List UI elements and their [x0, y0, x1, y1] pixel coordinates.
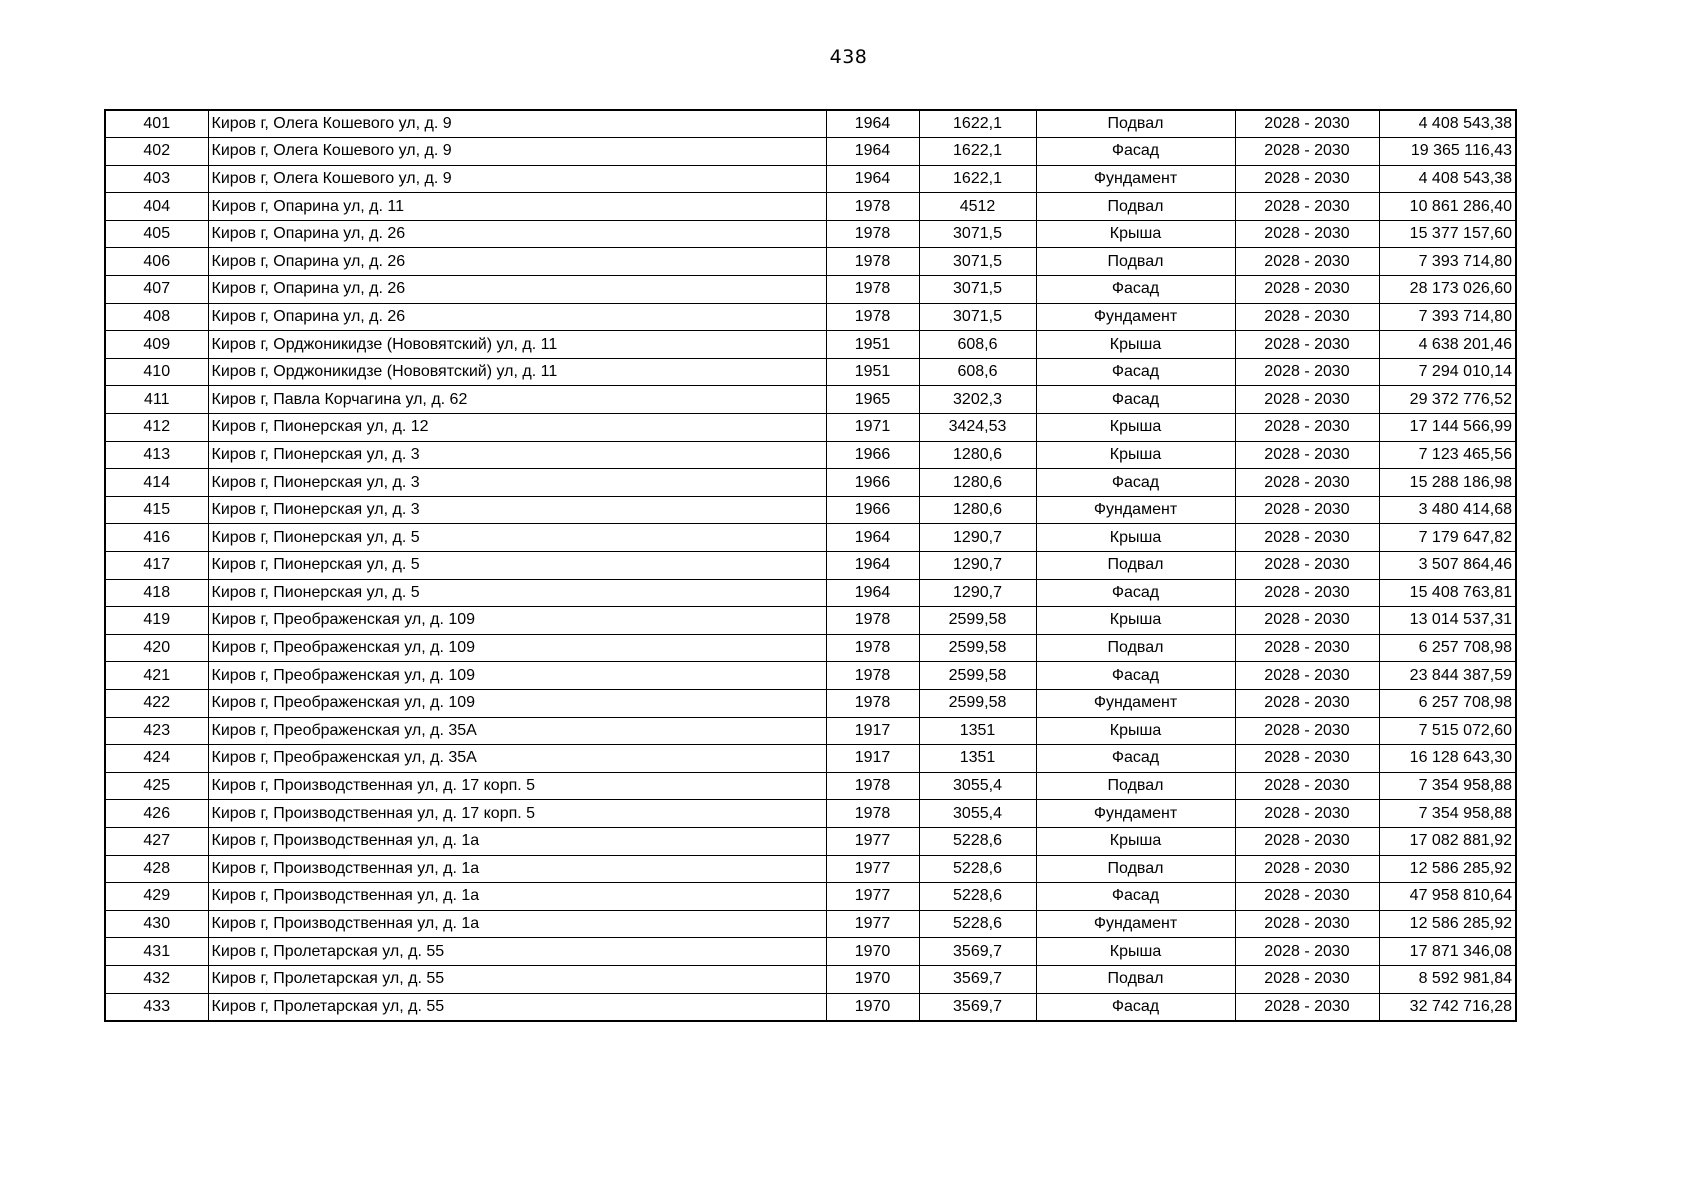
cost-cell: 4 638 201,46: [1379, 331, 1516, 359]
period-cell: 2028 - 2030: [1235, 414, 1379, 442]
area-cell: 5228,6: [919, 910, 1036, 938]
work-type-cell: Подвал: [1036, 634, 1235, 662]
work-type-cell: Фундамент: [1036, 303, 1235, 331]
row-number-cell: 433: [105, 993, 208, 1021]
year-built-cell: 1917: [826, 717, 919, 745]
year-built-cell: 1970: [826, 938, 919, 966]
table-row: [105, 607, 1516, 635]
row-number-cell: 422: [105, 689, 208, 717]
cost-cell: 15 408 763,81: [1379, 579, 1516, 607]
period-cell: 2028 - 2030: [1235, 689, 1379, 717]
table-row: [105, 358, 1516, 386]
work-type-cell: Фасад: [1036, 276, 1235, 304]
area-cell: 1280,6: [919, 441, 1036, 469]
row-number-cell: 427: [105, 827, 208, 855]
period-cell: 2028 - 2030: [1235, 607, 1379, 635]
cost-cell: 8 592 981,84: [1379, 965, 1516, 993]
work-type-cell: Фундамент: [1036, 496, 1235, 524]
table-row: [105, 717, 1516, 745]
address-cell: Киров г, Производственная ул, д. 17 корп. 5: [208, 772, 826, 800]
area-cell: 3569,7: [919, 993, 1036, 1021]
cost-cell: 28 173 026,60: [1379, 276, 1516, 304]
work-type-cell: Фундамент: [1036, 689, 1235, 717]
table-row: [105, 414, 1516, 442]
cost-cell: 4 408 543,38: [1379, 165, 1516, 193]
work-type-cell: Крыша: [1036, 717, 1235, 745]
cost-cell: 7 393 714,80: [1379, 303, 1516, 331]
row-number-cell: 429: [105, 883, 208, 911]
address-cell: Киров г, Пионерская ул, д. 3: [208, 496, 826, 524]
row-number-cell: 416: [105, 524, 208, 552]
year-built-cell: 1951: [826, 358, 919, 386]
row-number-cell: 406: [105, 248, 208, 276]
table-row: [105, 689, 1516, 717]
period-cell: 2028 - 2030: [1235, 358, 1379, 386]
period-cell: 2028 - 2030: [1235, 827, 1379, 855]
cost-cell: 32 742 716,28: [1379, 993, 1516, 1021]
period-cell: 2028 - 2030: [1235, 138, 1379, 166]
year-built-cell: 1970: [826, 993, 919, 1021]
year-built-cell: 1964: [826, 110, 919, 138]
address-cell: Киров г, Пионерская ул, д. 12: [208, 414, 826, 442]
address-cell: Киров г, Опарина ул, д. 11: [208, 193, 826, 221]
work-type-cell: Фундамент: [1036, 910, 1235, 938]
period-cell: 2028 - 2030: [1235, 579, 1379, 607]
cost-cell: 6 257 708,98: [1379, 634, 1516, 662]
cost-cell: 12 586 285,92: [1379, 855, 1516, 883]
address-cell: Киров г, Орджоникидзе (Нововятский) ул, д. 11: [208, 358, 826, 386]
work-type-cell: Подвал: [1036, 248, 1235, 276]
year-built-cell: 1978: [826, 303, 919, 331]
period-cell: 2028 - 2030: [1235, 634, 1379, 662]
table-row: [105, 441, 1516, 469]
cost-cell: 7 393 714,80: [1379, 248, 1516, 276]
work-type-cell: Фасад: [1036, 662, 1235, 690]
table-row: [105, 386, 1516, 414]
period-cell: 2028 - 2030: [1235, 524, 1379, 552]
cost-cell: 29 372 776,52: [1379, 386, 1516, 414]
work-type-cell: Крыша: [1036, 938, 1235, 966]
address-cell: Киров г, Опарина ул, д. 26: [208, 276, 826, 304]
period-cell: 2028 - 2030: [1235, 717, 1379, 745]
period-cell: 2028 - 2030: [1235, 441, 1379, 469]
table-row: [105, 938, 1516, 966]
cost-cell: 3 507 864,46: [1379, 552, 1516, 580]
year-built-cell: 1964: [826, 524, 919, 552]
period-cell: 2028 - 2030: [1235, 938, 1379, 966]
row-number-cell: 405: [105, 220, 208, 248]
work-type-cell: Фундамент: [1036, 800, 1235, 828]
area-cell: 1622,1: [919, 110, 1036, 138]
area-cell: 3071,5: [919, 276, 1036, 304]
page-number: 438: [829, 46, 868, 68]
row-number-cell: 409: [105, 331, 208, 359]
row-number-cell: 430: [105, 910, 208, 938]
year-built-cell: 1977: [826, 855, 919, 883]
row-number-cell: 423: [105, 717, 208, 745]
address-cell: Киров г, Преображенская ул, д. 109: [208, 607, 826, 635]
address-cell: Киров г, Олега Кошевого ул, д. 9: [208, 110, 826, 138]
row-number-cell: 413: [105, 441, 208, 469]
cost-cell: 16 128 643,30: [1379, 745, 1516, 773]
row-number-cell: 410: [105, 358, 208, 386]
address-cell: Киров г, Опарина ул, д. 26: [208, 248, 826, 276]
work-type-cell: Подвал: [1036, 110, 1235, 138]
work-type-cell: Крыша: [1036, 827, 1235, 855]
year-built-cell: 1978: [826, 276, 919, 304]
table-row: [105, 331, 1516, 359]
work-type-cell: Фасад: [1036, 579, 1235, 607]
area-cell: 1351: [919, 745, 1036, 773]
work-type-cell: Крыша: [1036, 441, 1235, 469]
table-row: [105, 993, 1516, 1021]
area-cell: 1290,7: [919, 552, 1036, 580]
table-row: [105, 138, 1516, 166]
period-cell: 2028 - 2030: [1235, 800, 1379, 828]
cost-cell: 15 377 157,60: [1379, 220, 1516, 248]
address-cell: Киров г, Производственная ул, д. 1а: [208, 910, 826, 938]
table-row: [105, 165, 1516, 193]
row-number-cell: 419: [105, 607, 208, 635]
table-row: [105, 662, 1516, 690]
table-row: [105, 469, 1516, 497]
row-number-cell: 401: [105, 110, 208, 138]
address-cell: Киров г, Олега Кошевого ул, д. 9: [208, 165, 826, 193]
work-type-cell: Подвал: [1036, 855, 1235, 883]
area-cell: 5228,6: [919, 827, 1036, 855]
cost-cell: 17 871 346,08: [1379, 938, 1516, 966]
address-cell: Киров г, Павла Корчагина ул, д. 62: [208, 386, 826, 414]
address-cell: Киров г, Производственная ул, д. 1а: [208, 827, 826, 855]
year-built-cell: 1964: [826, 552, 919, 580]
address-cell: Киров г, Пролетарская ул, д. 55: [208, 965, 826, 993]
cost-cell: 23 844 387,59: [1379, 662, 1516, 690]
row-number-cell: 425: [105, 772, 208, 800]
cost-cell: 7 515 072,60: [1379, 717, 1516, 745]
area-cell: 608,6: [919, 358, 1036, 386]
address-cell: Киров г, Пионерская ул, д. 5: [208, 579, 826, 607]
period-cell: 2028 - 2030: [1235, 165, 1379, 193]
cost-cell: 7 294 010,14: [1379, 358, 1516, 386]
year-built-cell: 1977: [826, 883, 919, 911]
row-number-cell: 402: [105, 138, 208, 166]
year-built-cell: 1917: [826, 745, 919, 773]
row-number-cell: 432: [105, 965, 208, 993]
address-cell: Киров г, Производственная ул, д. 1а: [208, 883, 826, 911]
address-cell: Киров г, Пионерская ул, д. 3: [208, 441, 826, 469]
work-type-cell: Фасад: [1036, 993, 1235, 1021]
work-type-cell: Фасад: [1036, 883, 1235, 911]
period-cell: 2028 - 2030: [1235, 220, 1379, 248]
area-cell: 3071,5: [919, 303, 1036, 331]
table-row: [105, 965, 1516, 993]
table-row: [105, 276, 1516, 304]
registry-table-body: [105, 110, 1516, 1021]
row-number-cell: 418: [105, 579, 208, 607]
table-row: [105, 827, 1516, 855]
table-row: [105, 745, 1516, 773]
area-cell: 3055,4: [919, 772, 1036, 800]
row-number-cell: 415: [105, 496, 208, 524]
row-number-cell: 407: [105, 276, 208, 304]
area-cell: 2599,58: [919, 662, 1036, 690]
year-built-cell: 1971: [826, 414, 919, 442]
work-type-cell: Фасад: [1036, 138, 1235, 166]
year-built-cell: 1978: [826, 800, 919, 828]
period-cell: 2028 - 2030: [1235, 552, 1379, 580]
table-row: [105, 579, 1516, 607]
row-number-cell: 421: [105, 662, 208, 690]
address-cell: Киров г, Пионерская ул, д. 5: [208, 524, 826, 552]
period-cell: 2028 - 2030: [1235, 772, 1379, 800]
table-row: [105, 883, 1516, 911]
cost-cell: 7 354 958,88: [1379, 772, 1516, 800]
address-cell: Киров г, Опарина ул, д. 26: [208, 303, 826, 331]
period-cell: 2028 - 2030: [1235, 386, 1379, 414]
area-cell: 2599,58: [919, 634, 1036, 662]
area-cell: 1622,1: [919, 138, 1036, 166]
table-row: [105, 496, 1516, 524]
address-cell: Киров г, Олега Кошевого ул, д. 9: [208, 138, 826, 166]
table-row: [105, 524, 1516, 552]
address-cell: Киров г, Преображенская ул, д. 109: [208, 634, 826, 662]
cost-cell: 17 082 881,92: [1379, 827, 1516, 855]
period-cell: 2028 - 2030: [1235, 910, 1379, 938]
cost-cell: 4 408 543,38: [1379, 110, 1516, 138]
area-cell: 1622,1: [919, 165, 1036, 193]
row-number-cell: 426: [105, 800, 208, 828]
year-built-cell: 1964: [826, 138, 919, 166]
cost-cell: 47 958 810,64: [1379, 883, 1516, 911]
period-cell: 2028 - 2030: [1235, 965, 1379, 993]
row-number-cell: 411: [105, 386, 208, 414]
area-cell: 608,6: [919, 331, 1036, 359]
period-cell: 2028 - 2030: [1235, 469, 1379, 497]
period-cell: 2028 - 2030: [1235, 303, 1379, 331]
row-number-cell: 412: [105, 414, 208, 442]
year-built-cell: 1964: [826, 165, 919, 193]
cost-cell: 13 014 537,31: [1379, 607, 1516, 635]
row-number-cell: 428: [105, 855, 208, 883]
row-number-cell: 420: [105, 634, 208, 662]
area-cell: 1280,6: [919, 496, 1036, 524]
year-built-cell: 1977: [826, 827, 919, 855]
cost-cell: 7 123 465,56: [1379, 441, 1516, 469]
table-row: [105, 110, 1516, 138]
area-cell: 1351: [919, 717, 1036, 745]
row-number-cell: 404: [105, 193, 208, 221]
area-cell: 1280,6: [919, 469, 1036, 497]
area-cell: 2599,58: [919, 689, 1036, 717]
period-cell: 2028 - 2030: [1235, 276, 1379, 304]
year-built-cell: 1978: [826, 772, 919, 800]
work-type-cell: Фундамент: [1036, 165, 1235, 193]
period-cell: 2028 - 2030: [1235, 248, 1379, 276]
address-cell: Киров г, Преображенская ул, д. 109: [208, 662, 826, 690]
period-cell: 2028 - 2030: [1235, 193, 1379, 221]
area-cell: 3569,7: [919, 938, 1036, 966]
address-cell: Киров г, Преображенская ул, д. 35А: [208, 745, 826, 773]
registry-table: [104, 109, 1517, 1022]
address-cell: Киров г, Опарина ул, д. 26: [208, 220, 826, 248]
area-cell: 5228,6: [919, 883, 1036, 911]
year-built-cell: 1966: [826, 469, 919, 497]
row-number-cell: 424: [105, 745, 208, 773]
cost-cell: 15 288 186,98: [1379, 469, 1516, 497]
row-number-cell: 408: [105, 303, 208, 331]
work-type-cell: Крыша: [1036, 607, 1235, 635]
work-type-cell: Подвал: [1036, 552, 1235, 580]
work-type-cell: Фасад: [1036, 469, 1235, 497]
work-type-cell: Фасад: [1036, 745, 1235, 773]
work-type-cell: Подвал: [1036, 965, 1235, 993]
table-row: [105, 552, 1516, 580]
table-row: [105, 634, 1516, 662]
table-row: [105, 910, 1516, 938]
area-cell: 1290,7: [919, 524, 1036, 552]
table-row: [105, 772, 1516, 800]
period-cell: 2028 - 2030: [1235, 662, 1379, 690]
work-type-cell: Крыша: [1036, 524, 1235, 552]
area-cell: 4512: [919, 193, 1036, 221]
year-built-cell: 1978: [826, 193, 919, 221]
area-cell: 1290,7: [919, 579, 1036, 607]
period-cell: 2028 - 2030: [1235, 331, 1379, 359]
cost-cell: 3 480 414,68: [1379, 496, 1516, 524]
work-type-cell: Фасад: [1036, 386, 1235, 414]
address-cell: Киров г, Пионерская ул, д. 3: [208, 469, 826, 497]
cost-cell: 6 257 708,98: [1379, 689, 1516, 717]
cost-cell: 19 365 116,43: [1379, 138, 1516, 166]
period-cell: 2028 - 2030: [1235, 496, 1379, 524]
cost-cell: 7 354 958,88: [1379, 800, 1516, 828]
area-cell: 3202,3: [919, 386, 1036, 414]
work-type-cell: Крыша: [1036, 414, 1235, 442]
table-row: [105, 193, 1516, 221]
year-built-cell: 1978: [826, 607, 919, 635]
area-cell: 2599,58: [919, 607, 1036, 635]
row-number-cell: 431: [105, 938, 208, 966]
period-cell: 2028 - 2030: [1235, 883, 1379, 911]
work-type-cell: Фасад: [1036, 358, 1235, 386]
area-cell: 3569,7: [919, 965, 1036, 993]
row-number-cell: 403: [105, 165, 208, 193]
cost-cell: 7 179 647,82: [1379, 524, 1516, 552]
year-built-cell: 1978: [826, 634, 919, 662]
year-built-cell: 1951: [826, 331, 919, 359]
cost-cell: 17 144 566,99: [1379, 414, 1516, 442]
table-row: [105, 248, 1516, 276]
year-built-cell: 1978: [826, 220, 919, 248]
year-built-cell: 1978: [826, 662, 919, 690]
period-cell: 2028 - 2030: [1235, 993, 1379, 1021]
period-cell: 2028 - 2030: [1235, 855, 1379, 883]
year-built-cell: 1970: [826, 965, 919, 993]
address-cell: Киров г, Производственная ул, д. 17 корп. 5: [208, 800, 826, 828]
address-cell: Киров г, Производственная ул, д. 1а: [208, 855, 826, 883]
year-built-cell: 1978: [826, 689, 919, 717]
period-cell: 2028 - 2030: [1235, 745, 1379, 773]
year-built-cell: 1977: [826, 910, 919, 938]
area-cell: 3424,53: [919, 414, 1036, 442]
work-type-cell: Подвал: [1036, 193, 1235, 221]
area-cell: 3071,5: [919, 220, 1036, 248]
cost-cell: 12 586 285,92: [1379, 910, 1516, 938]
address-cell: Киров г, Пионерская ул, д. 5: [208, 552, 826, 580]
year-built-cell: 1964: [826, 579, 919, 607]
area-cell: 5228,6: [919, 855, 1036, 883]
row-number-cell: 417: [105, 552, 208, 580]
table-row: [105, 303, 1516, 331]
area-cell: 3071,5: [919, 248, 1036, 276]
address-cell: Киров г, Пролетарская ул, д. 55: [208, 938, 826, 966]
row-number-cell: 414: [105, 469, 208, 497]
table-row: [105, 855, 1516, 883]
period-cell: 2028 - 2030: [1235, 110, 1379, 138]
address-cell: Киров г, Пролетарская ул, д. 55: [208, 993, 826, 1021]
work-type-cell: Подвал: [1036, 772, 1235, 800]
address-cell: Киров г, Преображенская ул, д. 109: [208, 689, 826, 717]
year-built-cell: 1978: [826, 248, 919, 276]
table-row: [105, 220, 1516, 248]
year-built-cell: 1966: [826, 441, 919, 469]
cost-cell: 10 861 286,40: [1379, 193, 1516, 221]
work-type-cell: Крыша: [1036, 220, 1235, 248]
address-cell: Киров г, Орджоникидзе (Нововятский) ул, д. 11: [208, 331, 826, 359]
address-cell: Киров г, Преображенская ул, д. 35А: [208, 717, 826, 745]
year-built-cell: 1966: [826, 496, 919, 524]
year-built-cell: 1965: [826, 386, 919, 414]
area-cell: 3055,4: [919, 800, 1036, 828]
work-type-cell: Крыша: [1036, 331, 1235, 359]
table-row: [105, 800, 1516, 828]
